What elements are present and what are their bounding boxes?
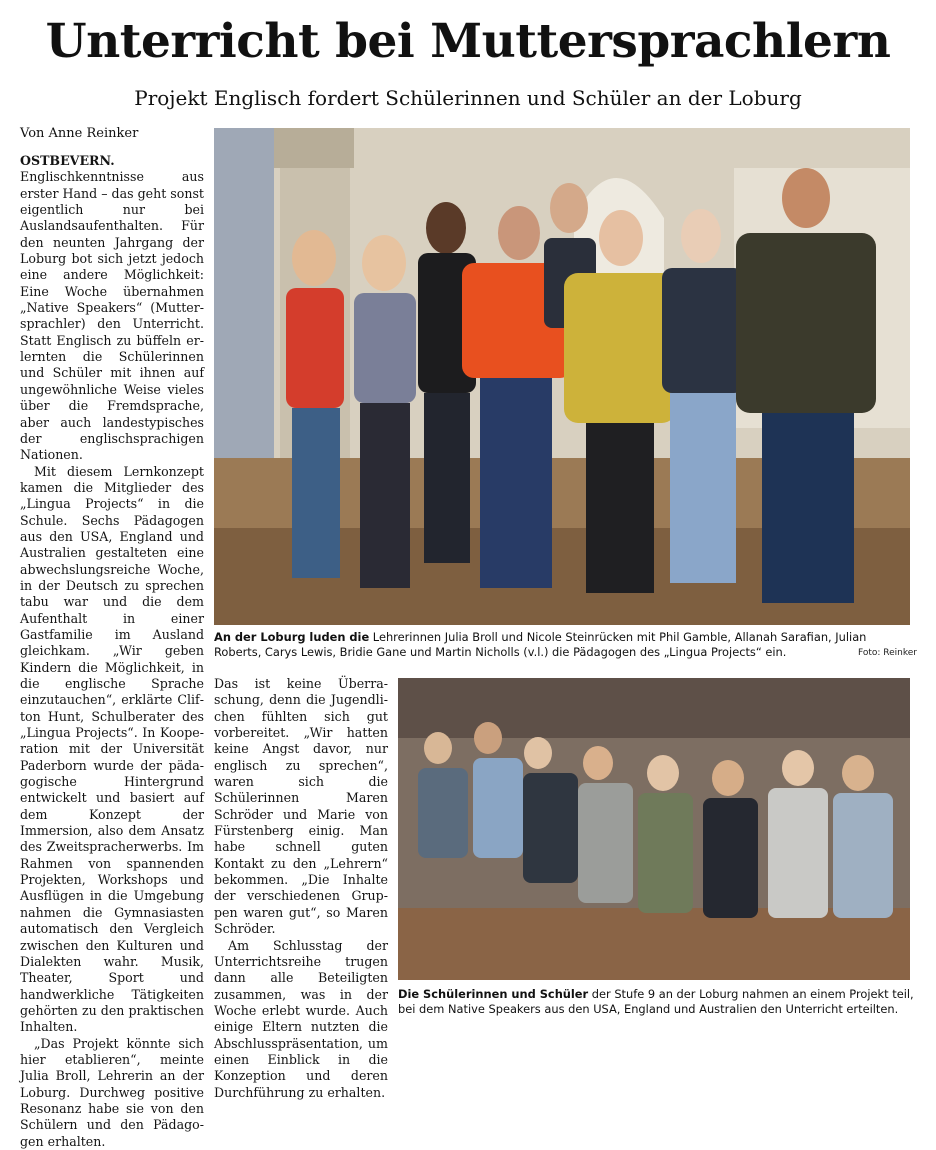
photo-credit: Foto: Reinker bbox=[858, 648, 918, 658]
students-photo bbox=[398, 678, 910, 980]
caption-text: Lehrerinnen Julia Broll und Nicole Steinrücken mit Phil Gamble, Allanah Sarafian, Julian Roberts, Carys Lewis, Bridie Gane und Martin Nicholls (v.l.) die Pädagogen des „Lingua Projects“ ein. bbox=[214, 630, 867, 659]
caption-lead: Die Schülerinnen und Schüler bbox=[398, 987, 589, 1001]
paragraph: Am Schlusstag der Unterrichtsreihe trugen dann alle Beteiligten zusammen, was in der Woche erlebt wurde. Auch einige Eltern nutzten die Abschlusspräsentation, um einen Einblick in die Konzeption und deren Durchführung zu erhalten. bbox=[214, 937, 388, 1100]
paragraph: „Das Projekt könnte sich hier etablieren“, meinte Julia Broll, Lehrerin an der Loburg. Durchweg positive Resonanz habe sie von den Schülern und den Pädagogen erhalten. bbox=[20, 1035, 204, 1149]
paragraph bbox=[20, 153, 204, 464]
byline: Von Anne Reinker bbox=[20, 126, 139, 141]
headline: Unterricht bei Muttersprachlern bbox=[45, 14, 891, 69]
dateline: OSTBEVERN. bbox=[20, 153, 115, 168]
paragraph: Das ist keine Überraschung, denn die Jugendlichen fühlten sich gut vorbereitet. „Wir hatten keine Angst davor, nur englisch zu sprechen“, waren sich die Schülerinnen Maren Schröder und Marie von Fürstenberg einig. Man habe schnell guten Kontakt zu den „Lehrern“ bekommen. „Die Inhalte der verschiedenen Gruppen waren gut“, so Maren Schröder. bbox=[214, 676, 388, 937]
photo-caption-1 bbox=[214, 630, 914, 660]
subheadline: Projekt Englisch fordert Schülerinnen und Schüler an der Loburg bbox=[134, 86, 802, 110]
paragraph-text: Englischkenntnisse aus erster Hand – das geht sonst eigentlich nur bei Auslandsaufenthalten. Für den neunten Jahrgang der Loburg bot sich jetzt jedoch eine andere Möglichkeit: Eine Woche übernahmen „Native Speakers“ (Muttersprachler) den Unterricht. Statt Englisch zu büffeln erlernten die Schülerinnen und Schüler mit ihnen auf ungewöhnliche Weise vieles über die Fremdsprache, aber auch landestypisches der englischsprachigen Nationen. bbox=[20, 169, 204, 463]
photo-caption-2 bbox=[398, 987, 916, 1017]
caption-lead: An der Loburg luden die bbox=[214, 630, 370, 644]
caption-text: der Stufe 9 an der Loburg nahmen an einem Projekt teil, bei dem Native Speakers aus den USA, England und Australien den Unterricht erteilten. bbox=[398, 987, 914, 1016]
article-column-1 bbox=[20, 153, 204, 1150]
article-column-2 bbox=[214, 676, 388, 1101]
paragraph: Mit diesem Lernkonzept kamen die Mitglieder des „Lingua Projects“ in die Schule. Sechs Pädagogen aus den USA, England und Australien gestalteten eine abwechslungsreiche Woche, in der Deutsch zu sprechen tabu war und die dem Aufenthalt in einer Gastfamilie im Ausland gleichkam. „Wir geben Kindern die Möglichkeit, in die englische Sprache einzutauchen“, erklärte Clifton Hunt, Schulberater des „Lingua Projects“. In Kooperation mit der Universität Paderborn wurde der pädagogische Hintergrund entwickelt und basiert auf dem Konzept der Immersion, also dem Ansatz des Zweitspracherwerbs. Im Rahmen von spannenden Projekten, Workshops und Ausflügen in die Umgebung nahmen die Gymnasiasten automatisch den Vergleich zwischen den Kulturen und Dialekten wahr. Musik, Theater, Sport und handwerkliche Tätigkeiten gehörten zu den praktischen Inhalten. bbox=[20, 463, 204, 1035]
group-photo bbox=[214, 128, 910, 625]
